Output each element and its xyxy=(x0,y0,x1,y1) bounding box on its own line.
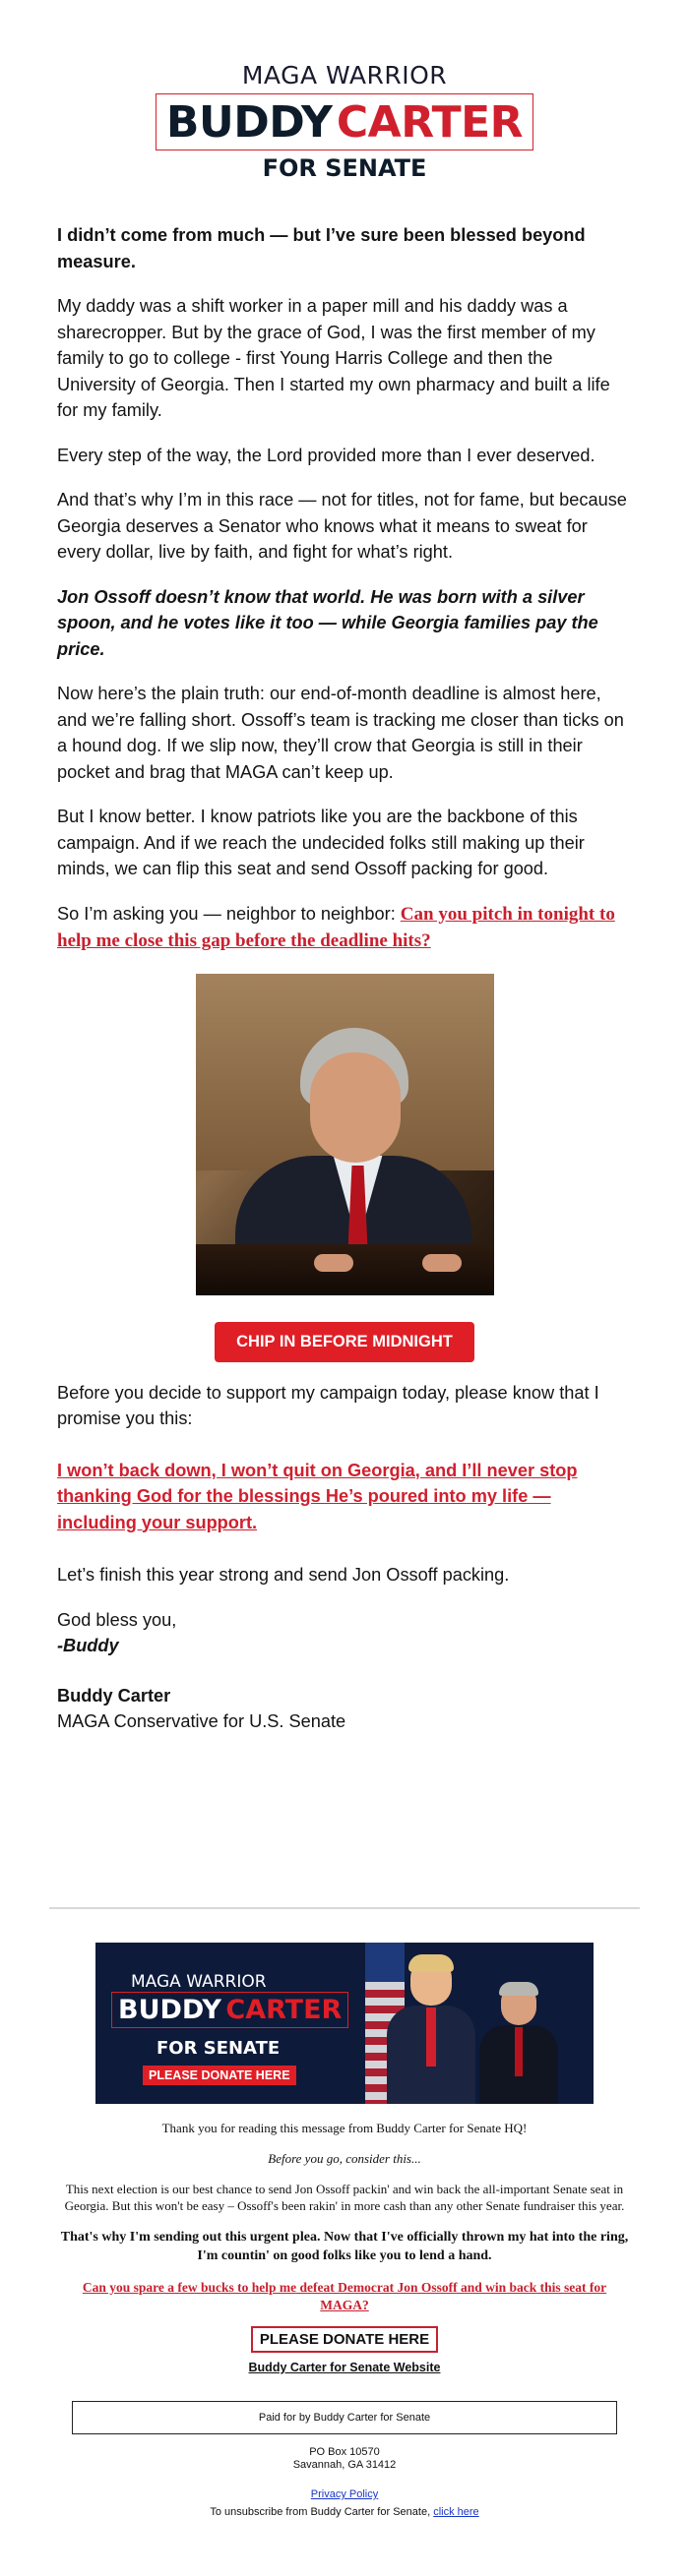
header-logo xyxy=(0,0,689,182)
paragraph: Now here’s the plain truth: our end-of-month deadline is almost here, and we’re falling short. Ossoff’s team is tracking me closer than ticks on a hound dog. If we slip now, they’ll crow that Georgia is still in their pocket and brag that MAGA can’t keep up. xyxy=(57,684,624,782)
signature-title: MAGA Conservative for U.S. Senate xyxy=(57,1711,346,1731)
donate-banner[interactable] xyxy=(95,1943,594,2104)
banner-name-box xyxy=(111,1992,348,2028)
logo-first-name: BUDDY xyxy=(165,97,333,148)
paragraph: My daddy was a shift worker in a paper mill and his daddy was a sharecropper. But by the grace of God, I was the first member of my family to go to college - first Young Harris College and then the University of Georgia. Then I started my own pharmacy and built a life for my family. xyxy=(57,296,610,420)
footer-plea: That's why I'm sending out this urgent plea. Now that I've officially thrown my hat into the ring, I'm countin' on good folks like you to lend a hand. xyxy=(60,2230,629,2263)
footer-divider xyxy=(49,1907,640,1909)
candidate-photo-wrap xyxy=(0,974,689,1300)
paragraph: Let’s finish this year strong and send Jon Ossoff packing. xyxy=(57,1565,510,1585)
logo-bottom-line: FOR SENATE xyxy=(262,154,427,182)
promise-link[interactable]: I won’t back down, I won’t quit on Georgia, and I’ll never stop thanking God for the blessings He’s poured into my life — including your support. xyxy=(57,1460,578,1532)
ask-donate-link[interactable]: Can you pitch in tonight to help me close this gap before the deadline hits? xyxy=(57,903,615,951)
unsubscribe-link[interactable]: click here xyxy=(433,2506,479,2518)
mailing-address xyxy=(0,2446,689,2472)
ask-prefix: So I’m asking you — neighbor to neighbor: xyxy=(57,903,401,924)
paid-for-by: Paid for by Buddy Carter for Senate xyxy=(72,2401,617,2434)
lead-paragraph: I didn’t come from much — but I’ve sure been blessed beyond measure. xyxy=(57,225,586,271)
paragraph: And that’s why I’m in this race — not for titles, not for fame, but because Georgia deserves a Senator who knows what it means to sweat for every dollar, live by faith, and fight for what’s right. xyxy=(57,490,627,562)
footer xyxy=(0,1943,689,2518)
banner-first-name: BUDDY xyxy=(118,1995,221,2025)
person-graphic xyxy=(479,1984,558,2104)
banner-donate-button[interactable]: PLEASE DONATE HERE xyxy=(143,2066,296,2085)
candidate-photo[interactable] xyxy=(196,974,494,1295)
signoff: -Buddy xyxy=(57,1636,119,1655)
email-body-lower xyxy=(0,1380,689,1735)
footer-donate-button[interactable]: PLEASE DONATE HERE xyxy=(251,2326,438,2353)
address-line: Savannah, GA 31412 xyxy=(292,2459,397,2471)
footer-paragraph: This next election is our best chance to send Jon Ossoff packin' and win back the all-important Senate seat in Georgia. But this won't be easy – Ossoff's been rakin' in more cash than any other Senate fundraiser this year. xyxy=(64,2182,625,2213)
unsubscribe-text: To unsubscribe from Buddy Carter for Senate, xyxy=(210,2506,434,2518)
unsubscribe-line xyxy=(0,2506,689,2518)
banner-top-line: MAGA WARRIOR xyxy=(131,1972,267,1992)
footer-consider: Before you go, consider this... xyxy=(268,2151,421,2166)
ask-paragraph xyxy=(57,901,632,955)
email-body xyxy=(0,222,689,955)
logo-name-box xyxy=(156,93,533,150)
person-graphic xyxy=(387,1954,475,2104)
address-line: PO Box 10570 xyxy=(309,2446,380,2458)
paragraph: Every step of the way, the Lord provided more than I ever deserved. xyxy=(57,445,595,465)
logo-top-line: MAGA WARRIOR xyxy=(241,61,448,90)
footer-thanks: Thank you for reading this message from Buddy Carter for Senate HQ! xyxy=(161,2121,528,2135)
signature-name: Buddy Carter xyxy=(57,1685,171,1706)
cta-wrap xyxy=(0,1322,689,1362)
banner-bottom-line: FOR SENATE xyxy=(157,2038,281,2059)
closing: God bless you, xyxy=(57,1609,177,1630)
banner-last-name: CARTER xyxy=(225,1995,343,2025)
footer-donate-link[interactable]: Can you spare a few bucks to help me defeat Democrat Jon Ossoff and win back this seat for MAGA? xyxy=(82,2280,607,2312)
privacy-link[interactable]: Privacy Policy xyxy=(310,2488,379,2500)
website-link[interactable]: Buddy Carter for Senate Website xyxy=(248,2361,441,2374)
paragraph: Before you decide to support my campaign today, please know that I promise you this: xyxy=(57,1382,599,1428)
logo-last-name: CARTER xyxy=(336,97,524,148)
emphasis-paragraph: Jon Ossoff doesn’t know that world. He was born with a silver spoon, and he votes like it too — while Georgia families pay the price. xyxy=(57,586,598,659)
paragraph: But I know better. I know patriots like you are the backbone of this campaign. And if we reach the undecided folks still making up their minds, we can flip this seat and send Ossoff packing for good. xyxy=(57,807,585,878)
chip-in-button[interactable]: CHIP IN BEFORE MIDNIGHT xyxy=(215,1322,474,1362)
